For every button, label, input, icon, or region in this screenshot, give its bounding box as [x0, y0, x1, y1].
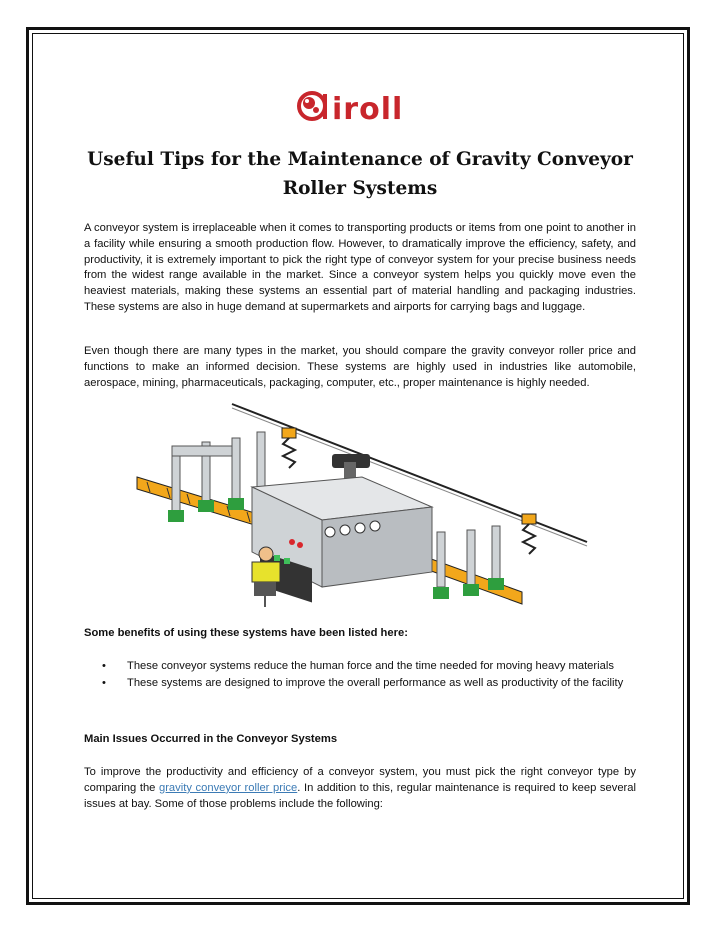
bullet-icon: • — [102, 660, 106, 672]
types-paragraph: Even though there are many types in the market, you should compare the gravity conveyor roller price and functions to make an informed decision. These systems are highly used in industries like automobile, aerospace, mining, pharmaceuticals, packaging, computer, etc., proper maintenance is highly needed. — [84, 345, 636, 389]
benefits-heading: Some benefits of using these systems have been listed here: — [84, 627, 408, 639]
logo-wordmark: iroll — [332, 92, 404, 126]
list-item — [84, 677, 636, 691]
bullet-icon: • — [102, 676, 106, 689]
page-title: Useful Tips for the Maintenance of Gravity Conveyor Roller Systems — [87, 149, 633, 199]
list-item-text: These conveyor systems reduce the human force and the time needed for moving heavy materials — [127, 660, 614, 672]
airoll-logo — [296, 86, 426, 126]
list-item — [84, 660, 636, 674]
gravity-conveyor-roller-price-link[interactable]: gravity conveyor roller price — [158, 781, 298, 794]
paragraph-text-start: To improve the productivity and efficiency of a conveyor system, you must pick the right conveyor type by comparing the — [84, 766, 636, 794]
conveyor-factory-illustration — [132, 402, 592, 612]
issues-heading: Main Issues Occurred in the Conveyor Systems — [84, 733, 338, 745]
intro-paragraph: A conveyor system is irreplaceable when it comes to transporting products or items from one point to another in a facility while ensuring a smooth production flow. However, to dramatically improve the efficiency, safety, and productivity, it is extremely important to pick the right type of conveyor system for your precise business needs from the widest range available in the market. Since a conveyor system helps you quickly move even the heaviest materials, making these systems an essential part of material handling and packaging industries. These systems are also in huge demand at supermarkets and airports for carrying bags and luggage. — [84, 222, 636, 313]
benefits-list — [84, 660, 636, 693]
list-item-text: These systems are designed to improve the overall performance as well as productivity of the facility — [127, 676, 624, 689]
productivity-paragraph — [84, 765, 636, 812]
logo-icon — [296, 86, 426, 126]
paragraph-text-end: . In addition to this, regular maintenance is required to keep several issues at bay. Some of those problems include the following: — [84, 781, 636, 810]
